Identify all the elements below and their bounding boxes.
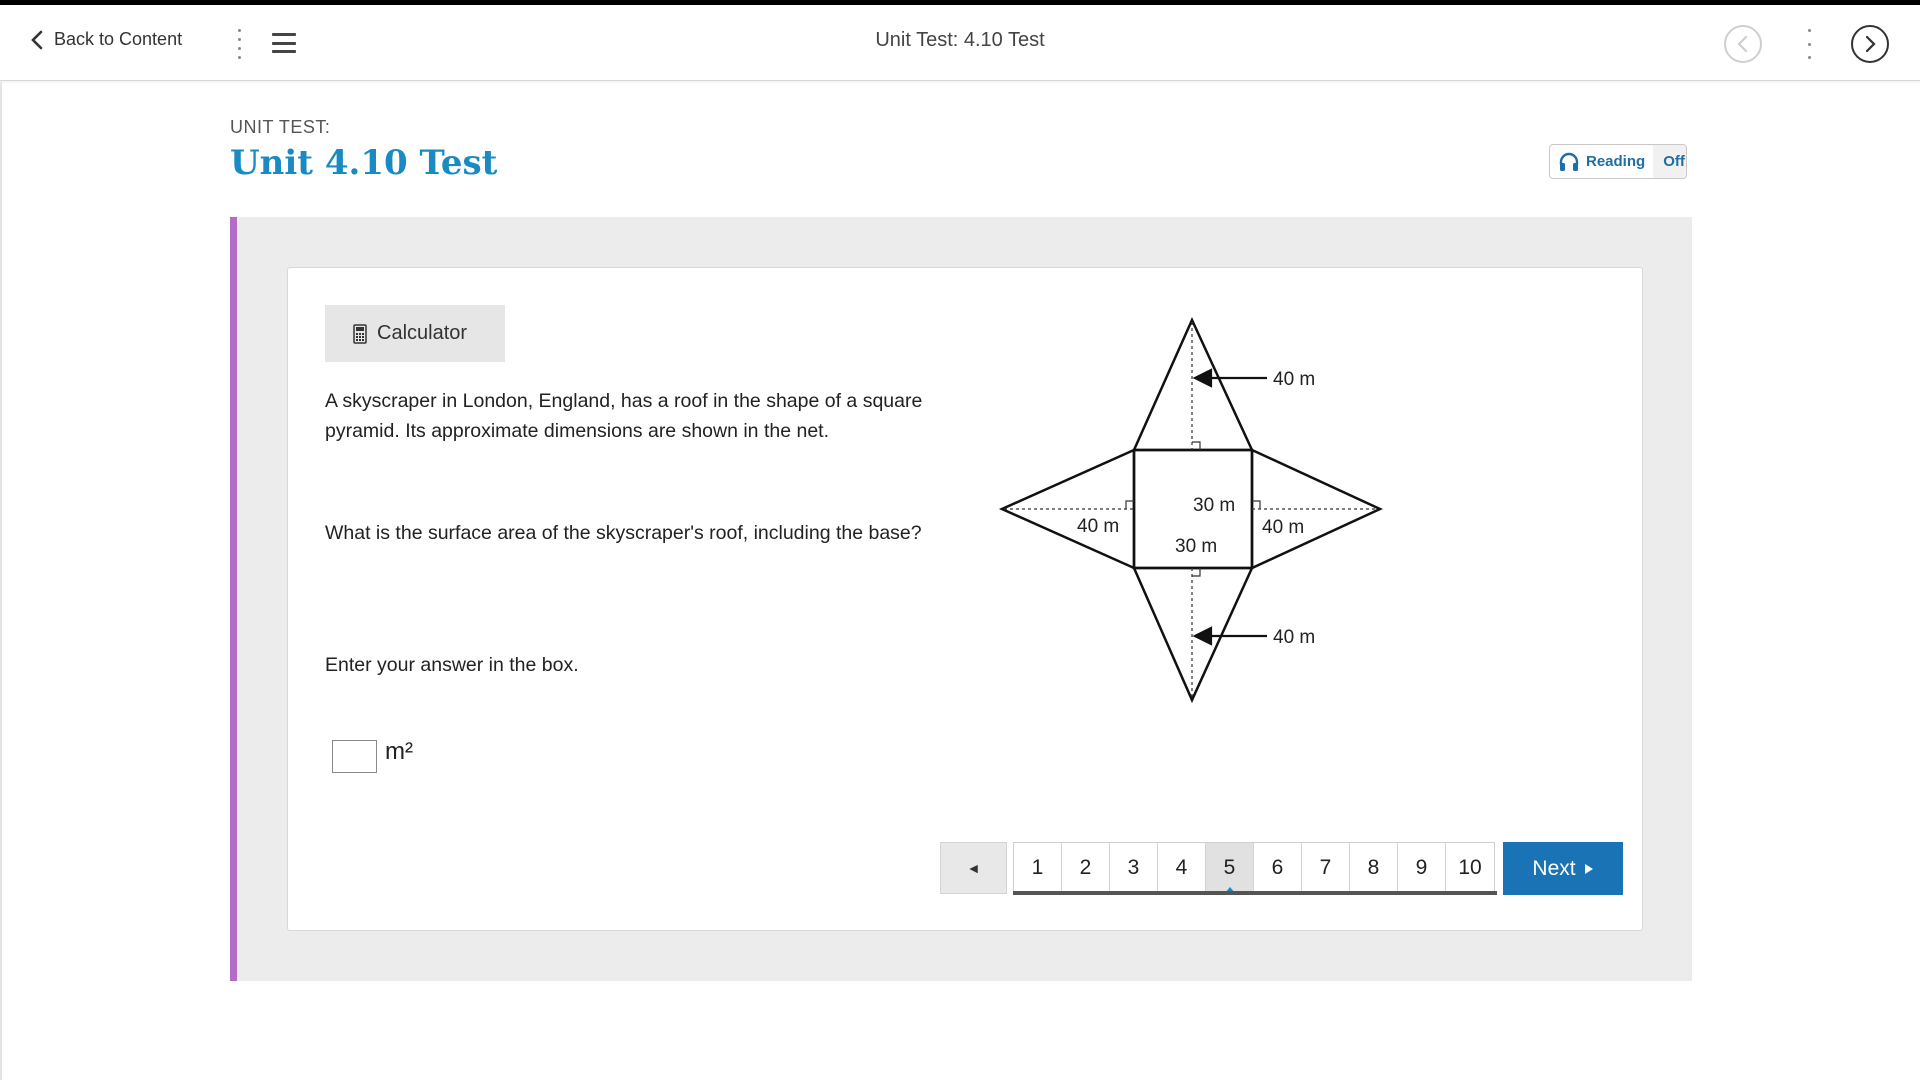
panel-accent-bar: [230, 217, 237, 981]
calculator-label: Calculator: [377, 322, 468, 344]
top-bar: [0, 5, 1920, 81]
calculator-button[interactable]: [325, 305, 505, 362]
label-base-top: 30 m: [1193, 495, 1236, 516]
chevron-left-icon: [1736, 34, 1750, 54]
left-edge: [0, 82, 2, 1080]
reading-label: Reading: [1586, 153, 1646, 170]
unit-label: UNIT TEST:: [230, 117, 331, 137]
reading-toggle-button[interactable]: [1549, 144, 1687, 179]
page-button-7[interactable]: 7: [1302, 843, 1350, 892]
previous-question-button[interactable]: ◄: [940, 842, 1007, 894]
label-left-slant: 40 m: [1077, 516, 1120, 537]
reading-state: Off: [1653, 145, 1687, 178]
page-button-10[interactable]: 10: [1446, 843, 1494, 892]
page-button-6[interactable]: 6: [1254, 843, 1302, 892]
question-paragraph-3: Enter your answer in the box.: [325, 654, 579, 676]
next-activity-button[interactable]: [1851, 25, 1889, 63]
label-right-slant: 40 m: [1262, 517, 1305, 538]
chevron-right-icon: [1863, 34, 1877, 54]
question-paragraph-1: A skyscraper in London, England, has a roof in the shape of a square pyramid. Its approximate dimensions are shown in the net.: [325, 390, 923, 442]
question-paragraph-2: What is the surface area of the skyscraper's roof, including the base?: [325, 522, 922, 544]
pyramid-net-diagram: [995, 310, 1395, 710]
previous-activity-button[interactable]: [1724, 25, 1762, 63]
page-button-5-current[interactable]: 5: [1206, 843, 1254, 892]
pagination-underline: [1013, 891, 1497, 895]
page-title: Unit Test: 4.10 Test: [875, 29, 1045, 51]
arrow-head-bottom: [1195, 628, 1211, 644]
label-base-bottom: 30 m: [1175, 536, 1218, 557]
headphones-icon: [1558, 152, 1580, 172]
play-right-icon: [1584, 863, 1594, 875]
label-top-slant: 40 m: [1273, 369, 1316, 390]
answer-input[interactable]: [332, 740, 377, 773]
page-button-3[interactable]: 3: [1110, 843, 1158, 892]
answer-unit: m²: [385, 738, 413, 765]
page-button-2[interactable]: 2: [1062, 843, 1110, 892]
question-pagination: [1013, 842, 1495, 894]
page-button-4[interactable]: 4: [1158, 843, 1206, 892]
back-to-content-label: Back to Content: [54, 29, 183, 49]
page-button-1[interactable]: 1: [1014, 843, 1062, 892]
page-button-9[interactable]: 9: [1398, 843, 1446, 892]
unit-title: Unit 4.10 Test: [230, 143, 498, 183]
label-bottom-slant: 40 m: [1273, 627, 1316, 648]
top-triangle-face: [1134, 320, 1252, 450]
question-card: [287, 267, 1643, 931]
bottom-triangle-face: [1134, 568, 1252, 700]
next-question-button[interactable]: [1503, 842, 1623, 895]
more-options-icon[interactable]: [1806, 29, 1812, 59]
calculator-icon: [353, 324, 367, 344]
arrow-head-top: [1195, 370, 1211, 386]
next-label: Next: [1532, 856, 1576, 880]
page-button-8[interactable]: 8: [1350, 843, 1398, 892]
